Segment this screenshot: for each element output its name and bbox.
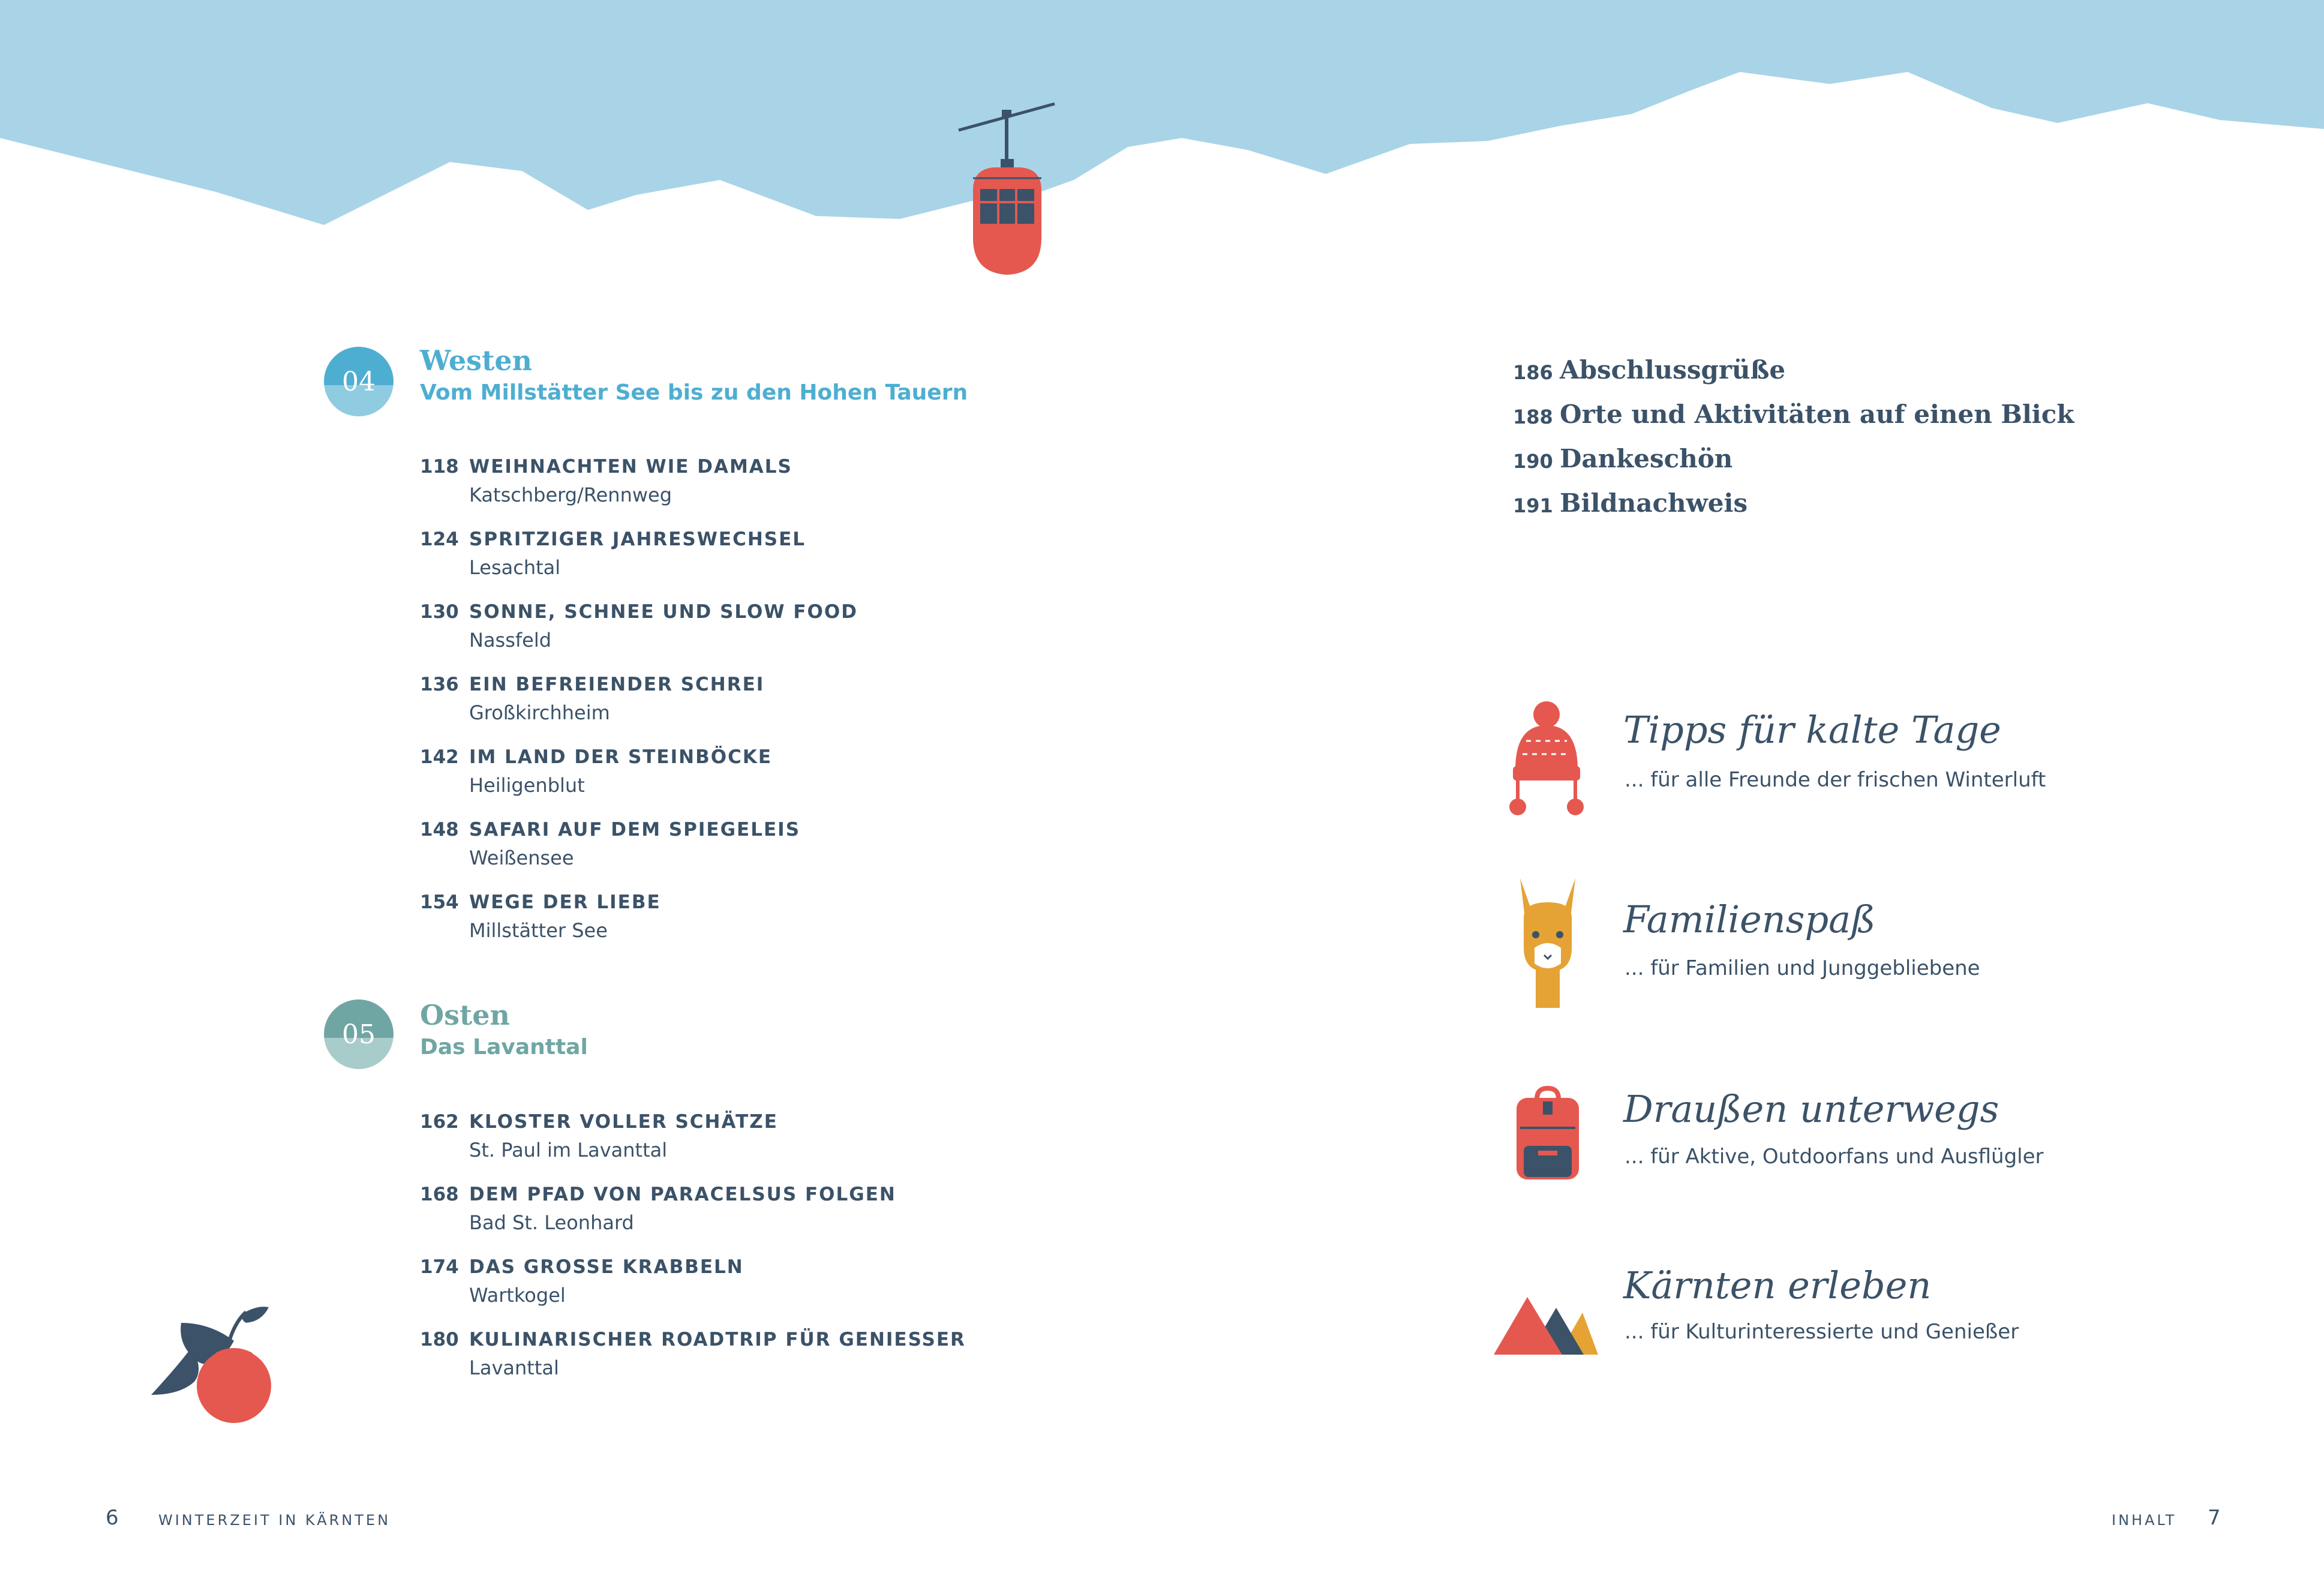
entry-place: Bad St. Leonhard <box>469 1211 634 1234</box>
appendix-title: Bildnachweis <box>1560 488 1748 518</box>
entry-page: 148 <box>420 819 459 840</box>
chapter-badge-east <box>324 999 394 1069</box>
appendix-page: 190 <box>1513 450 1553 473</box>
entry-place: Nassfeld <box>469 629 552 652</box>
entry-page: 142 <box>420 746 459 768</box>
legend-desc: ... für Aktive, Outdoorfans und Ausflügler <box>1625 1145 2044 1169</box>
entry-title: WEIHNACHTEN WIE DAMALS <box>469 456 792 478</box>
entry-title: DEM PFAD VON PARACELSUS FOLGEN <box>469 1184 896 1205</box>
legend-title: Draußen unterwegs <box>1623 1087 1999 1131</box>
entry-title: EIN BEFREIENDER SCHREI <box>469 674 765 695</box>
entry-title: KLOSTER VOLLER SCHÄTZE <box>469 1111 778 1133</box>
entry-page: 124 <box>420 529 459 550</box>
entry-place: Katschberg/Rennweg <box>469 484 672 506</box>
apple-icon <box>144 1305 282 1425</box>
entry-page: 118 <box>420 456 459 478</box>
running-title-left: WINTERZEIT IN KÄRNTEN <box>158 1512 391 1529</box>
appendix-title: Dankeschön <box>1560 444 1733 473</box>
entry-title: SAFARI AUF DEM SPIEGELEIS <box>469 819 801 840</box>
entry-title: DAS GROSSE KRABBELN <box>469 1256 744 1278</box>
legend-title: Kärnten erleben <box>1623 1263 1932 1307</box>
legend-desc: ... für alle Freunde der frischen Winterluft <box>1625 768 2046 792</box>
entry-page: 154 <box>420 891 459 913</box>
legend-desc: ... für Familien und Junggebliebene <box>1625 956 1980 980</box>
entry-title: SPRITZIGER JAHRESWECHSEL <box>469 529 806 550</box>
llama-icon <box>1512 876 1584 1008</box>
chapter-number: 05 <box>342 1019 376 1050</box>
sky-shape <box>0 0 2324 225</box>
entry-place: Lavanttal <box>469 1356 559 1379</box>
entry-page: 130 <box>420 601 459 623</box>
entry-title: KULINARISCHER ROADTRIP FÜR GENIESSER <box>469 1329 966 1350</box>
appendix-title: Abschlussgrüße <box>1560 355 1786 385</box>
page-number-left: 6 <box>106 1506 119 1530</box>
entry-page: 162 <box>420 1111 459 1133</box>
hat-icon <box>1505 699 1589 825</box>
running-title-right: INHALT <box>2112 1512 2177 1529</box>
legend-desc: ... für Kulturinteressierte und Genießer <box>1625 1320 2019 1344</box>
entry-title: SONNE, SCHNEE UND SLOW FOOD <box>469 601 858 623</box>
chapter-number: 04 <box>342 366 376 397</box>
appendix-title: Orte und Aktivitäten auf einen Blick <box>1560 400 2074 429</box>
mountain-sky-banner <box>0 0 2324 228</box>
chapter-subtitle-east: Das Lavanttal <box>420 1035 588 1059</box>
chapter-badge-west <box>324 347 394 416</box>
entry-page: 174 <box>420 1256 459 1278</box>
entry-title: IM LAND DER STEINBÖCKE <box>469 746 773 768</box>
page-number-right: 7 <box>2208 1506 2221 1530</box>
backpack-icon <box>1512 1086 1584 1182</box>
mountains-icon <box>1493 1278 1601 1356</box>
gondola-icon <box>954 99 1062 279</box>
entry-page: 180 <box>420 1329 459 1350</box>
entry-page: 168 <box>420 1184 459 1205</box>
appendix-page: 188 <box>1513 406 1553 428</box>
chapter-subtitle-west: Vom Millstätter See bis zu den Hohen Tauern <box>420 380 968 405</box>
entry-place: Großkirchheim <box>469 701 610 724</box>
entry-place: Wartkogel <box>469 1284 566 1307</box>
entry-place: Millstätter See <box>469 919 608 942</box>
legend-title: Familienspaß <box>1623 897 1876 941</box>
entry-place: Lesachtal <box>469 556 561 579</box>
chapter-title-west: Westen <box>420 344 533 377</box>
appendix-page: 191 <box>1513 494 1553 517</box>
legend-title: Tipps für kalte Tage <box>1623 708 2001 752</box>
entry-place: St. Paul im Lavanttal <box>469 1139 668 1161</box>
entry-page: 136 <box>420 674 459 695</box>
entry-place: Weißensee <box>469 846 574 869</box>
appendix-page: 186 <box>1513 361 1553 384</box>
entry-place: Heiligenblut <box>469 774 585 797</box>
chapter-title-east: Osten <box>420 999 510 1031</box>
entry-title: WEGE DER LIEBE <box>469 891 661 913</box>
